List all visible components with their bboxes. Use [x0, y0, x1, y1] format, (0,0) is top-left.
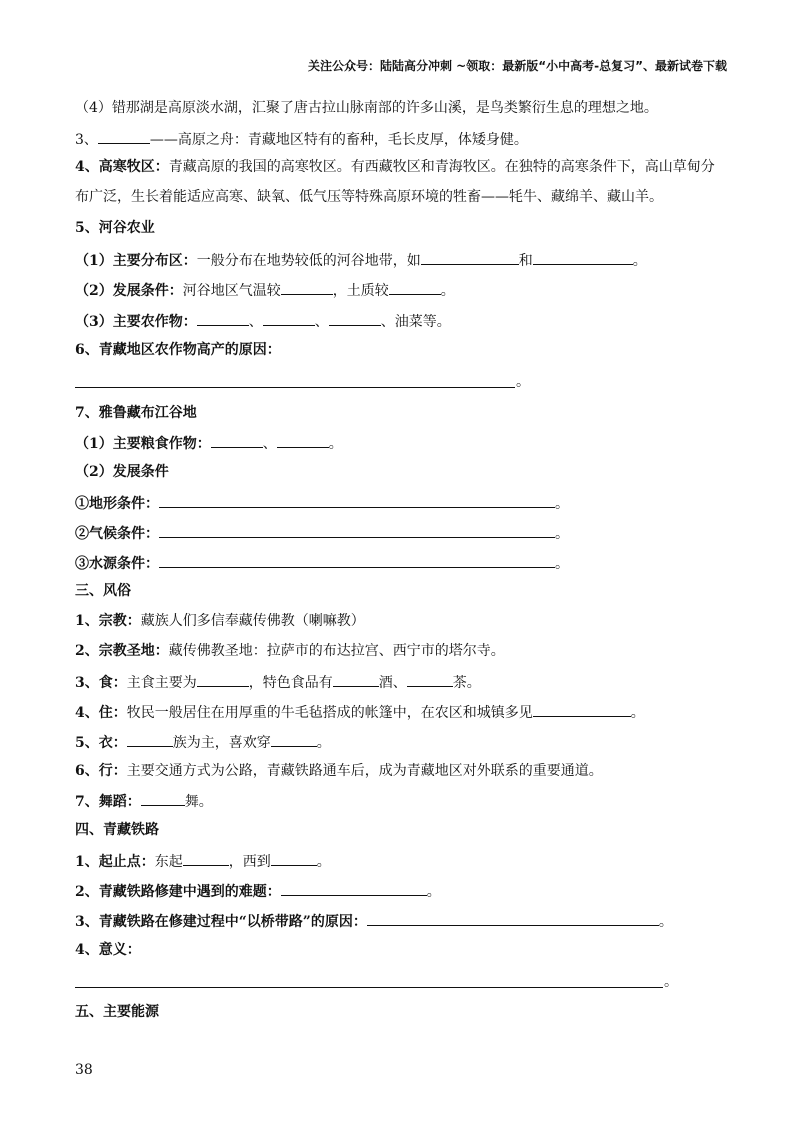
item-heading: 7、舞蹈： [75, 794, 141, 810]
fill-blank[interactable] [421, 250, 519, 265]
fill-blank[interactable] [271, 732, 317, 747]
text-line-21 [75, 702, 645, 722]
item-text: 藏族人们多信奉藏传佛教（喇嘛教） [140, 613, 365, 629]
line-end-punct: 。 [664, 974, 678, 990]
text-line-6 [75, 250, 647, 270]
text-line-19 [75, 642, 505, 660]
fill-blank[interactable] [263, 311, 315, 326]
item-text: 。 [440, 283, 455, 299]
fill-blank[interactable] [98, 129, 150, 144]
text-line-14 [75, 493, 569, 513]
fill-blank[interactable] [389, 280, 441, 295]
text-line-27 [75, 881, 441, 901]
page-header: 关注公众号：陆陆高分冲刺 ~领取：最新版“小中高考-总复习”、最新试卷下载 [308, 59, 727, 73]
item-heading: 2、青藏铁路修建中遇到的难题： [75, 884, 281, 900]
fill-blank[interactable] [367, 911, 659, 926]
item-text: 。 [555, 526, 569, 542]
fill-blank[interactable] [211, 433, 263, 448]
item-heading: （1）主要粮食作物： [75, 436, 211, 452]
line-end-punct: 。 [516, 374, 530, 390]
item-text: 。 [316, 854, 331, 870]
fill-blank[interactable] [329, 311, 381, 326]
item-heading: ①地形条件： [75, 496, 159, 512]
item-text: ——高原之舟：青藏地区特有的畜种，毛长皮厚，体矮身健。 [149, 132, 528, 148]
section-heading-energy: 五、主要能源 [75, 1004, 159, 1020]
fill-blank[interactable] [533, 250, 633, 265]
item-heading: 3、食： [75, 675, 127, 691]
separator: 、 [248, 314, 263, 330]
item-text: ，特色食品有 [248, 675, 333, 691]
fill-blank[interactable] [333, 672, 379, 687]
text-line-15 [75, 523, 569, 543]
item-text: 东起 [154, 854, 183, 870]
item-heading: （1）主要分布区： [75, 253, 197, 269]
item-text: 酒、 [378, 675, 407, 691]
fill-blank[interactable] [271, 851, 317, 866]
item-text: 油菜等。 [394, 314, 451, 330]
text-line-16 [75, 553, 569, 573]
text-line-20 [75, 672, 481, 692]
item-text: 。 [426, 884, 441, 900]
text-line-4: 布广泛，生长着能适应高寒、缺氧、低气压等特殊高原环境的牲畜——牦牛、藏绵羊、藏山羊。 [75, 189, 663, 205]
text-line-1: （4）错那湖是高原淡水湖，汇聚了唐古拉山脉南部的许多山溪，是鸟类繁衍生息的理想之地。 [75, 100, 658, 116]
text-line-2 [75, 129, 528, 149]
text-line-12 [75, 433, 343, 453]
item-text: 牧民一般居住在用厚重的牛毛毡搭成的帐篷中，在农区和城镇多见 [126, 705, 533, 721]
item-heading: 1、起止点： [75, 854, 155, 870]
item-heading: 6、行： [75, 763, 127, 779]
fill-blank[interactable] [159, 553, 555, 568]
text-line-7 [75, 280, 455, 300]
item-text: 。 [658, 914, 673, 930]
fill-blank[interactable] [281, 280, 333, 295]
item-text: 族为主，喜欢穿 [172, 735, 271, 751]
item-text: 。 [316, 735, 331, 751]
fill-blank[interactable] [159, 523, 555, 538]
page-number: 38 [75, 1062, 93, 1078]
fill-blank[interactable] [197, 672, 249, 687]
text-line-24 [75, 791, 213, 811]
item-heading: ②气候条件： [75, 526, 159, 542]
item-heading: （2）发展条件： [75, 283, 183, 299]
text-line-3 [75, 158, 715, 176]
fill-blank[interactable] [277, 433, 329, 448]
item-text: 一般分布在地势较低的河谷地带，如 [196, 253, 421, 269]
item-heading: 4、住： [75, 705, 127, 721]
section-heading-railway: 四、青藏铁路 [75, 822, 159, 838]
item-number: 3、 [75, 132, 98, 148]
section-heading-high-yield: 6、青藏地区农作物高产的原因： [75, 342, 281, 358]
fill-line[interactable] [75, 387, 515, 388]
item-text: 青藏高原的我国的高寒牧区。有西藏牧区和青海牧区。在独特的高寒条件下，高山草甸分 [168, 159, 715, 175]
item-text: 藏传佛教圣地：拉萨市的布达拉宫、西宁市的塔尔寺。 [168, 643, 505, 659]
text-line-26 [75, 851, 331, 871]
fill-blank[interactable] [183, 851, 229, 866]
item-text: 。 [630, 705, 645, 721]
separator: 、 [314, 314, 329, 330]
item-heading: 1、宗教： [75, 613, 141, 629]
item-heading: 2、宗教圣地： [75, 643, 169, 659]
text-line-22 [75, 732, 331, 752]
item-text: 和 [518, 253, 533, 269]
item-text: 主要交通方式为公路，青藏铁路通车后，成为青藏地区对外联系的重要通道。 [126, 763, 603, 779]
item-text: 舞。 [184, 794, 213, 810]
item-heading: ③水源条件： [75, 556, 159, 572]
item-text: 。 [632, 253, 647, 269]
item-text: 茶。 [452, 675, 481, 691]
item-text: 主食主要为 [126, 675, 197, 691]
fill-blank[interactable] [141, 791, 185, 806]
item-heading: （3）主要农作物： [75, 314, 197, 330]
item-heading: 5、衣： [75, 735, 127, 751]
sub-heading-significance: 4、意义： [75, 942, 141, 958]
fill-blank[interactable] [127, 732, 173, 747]
fill-blank[interactable] [197, 311, 249, 326]
fill-blank[interactable] [407, 672, 453, 687]
fill-blank[interactable] [281, 881, 427, 896]
text-line-18 [75, 612, 365, 630]
text-line-23 [75, 762, 603, 780]
item-heading: 4、高寒牧区： [75, 159, 169, 175]
item-text: 。 [328, 436, 343, 452]
section-heading-river-valley: 5、河谷农业 [75, 220, 155, 236]
item-text: ，西到 [228, 854, 271, 870]
fill-blank[interactable] [159, 493, 555, 508]
item-text: 。 [555, 556, 569, 572]
item-text: 。 [555, 496, 569, 512]
section-heading-customs: 三、风俗 [75, 583, 131, 599]
separator: 、 [380, 314, 395, 330]
text-line-28 [75, 911, 673, 931]
fill-line[interactable] [75, 987, 663, 988]
fill-blank[interactable] [533, 702, 631, 717]
separator: 、 [262, 436, 277, 452]
section-heading-yarlung: 7、雅鲁藏布江谷地 [75, 405, 197, 421]
text-line-8 [75, 311, 451, 331]
item-text: 河谷地区气温较 [182, 283, 281, 299]
item-text: ，土质较 [332, 283, 389, 299]
item-heading: 3、青藏铁路在修建过程中“以桥带路”的原因： [75, 914, 367, 930]
sub-heading-conditions: （2）发展条件 [75, 464, 169, 480]
